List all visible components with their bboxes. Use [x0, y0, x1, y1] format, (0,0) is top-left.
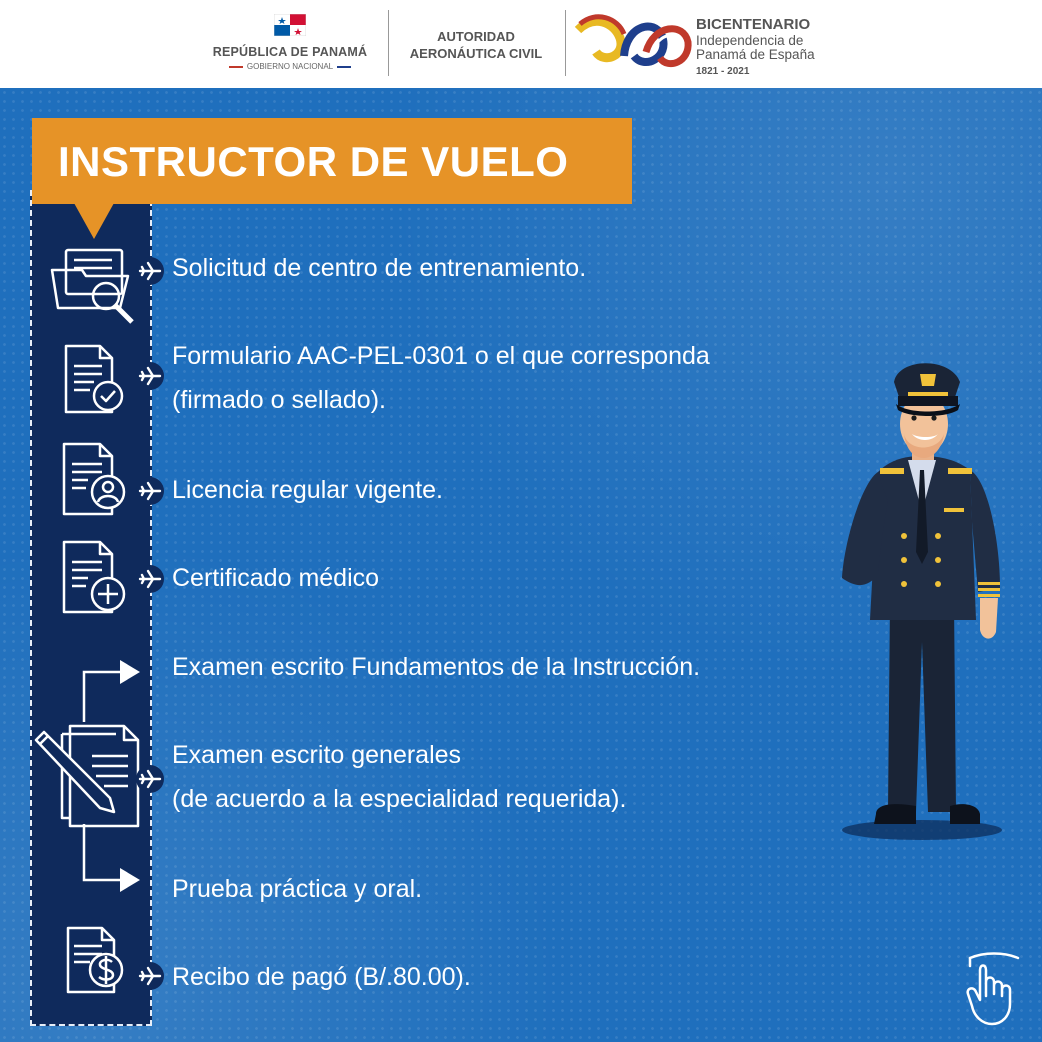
folder-search-icon	[48, 242, 140, 330]
page-title: INSTRUCTOR DE VUELO	[58, 138, 569, 185]
requirement-item: Solicitud de centro de entrenamiento.	[172, 254, 587, 282]
header-divider	[565, 10, 566, 76]
branch-arrows	[78, 650, 142, 900]
requirement-item: Formulario AAC-PEL-0301 o el que corresponda (firmado o sellado).	[172, 342, 710, 414]
swipe-hand-icon	[964, 948, 1020, 1028]
bicentenario-logo	[574, 12, 844, 82]
requirement-item: Licencia regular vigente.	[172, 476, 443, 504]
requirement-item: Prueba práctica y oral.	[172, 875, 423, 903]
header-bar	[0, 0, 1042, 89]
plane-icon	[136, 765, 164, 793]
requirement-item: Recibo de pagó (B/.80.00).	[172, 963, 471, 991]
requirement-item: Examen escrito Fundamentos de la Instrucción.	[172, 653, 701, 681]
requirement-item: Certificado médico	[172, 564, 380, 592]
bicentenario-subtitle: Independencia de Panamá de España	[696, 33, 815, 62]
requirement-item: Examen escrito generales (de acuerdo a la especialidad requerida).	[172, 741, 627, 813]
header-divider	[388, 10, 389, 76]
document-dollar-icon	[62, 924, 132, 996]
plane-icon	[136, 962, 164, 990]
panama-flag-icon	[274, 14, 306, 36]
autoridad-label	[392, 28, 560, 62]
republica-label: REPÚBLICA DE PANAMÁ	[212, 45, 368, 59]
bicentenario-ribbon-icon	[574, 12, 694, 78]
autoridad-line2: AERONÁUTICA CIVIL	[409, 46, 543, 61]
plane-icon	[136, 565, 164, 593]
title-banner-tail	[74, 203, 114, 239]
bicentenario-years: 1821 - 2021	[696, 66, 750, 77]
pilot-illustration	[838, 352, 1008, 844]
document-plus-icon	[58, 538, 132, 616]
gobierno-label: GOBIERNO NACIONAL	[246, 62, 334, 71]
republica-logo	[205, 14, 375, 71]
plane-icon	[136, 362, 164, 390]
autoridad-line1: AUTORIDAD	[437, 29, 515, 44]
document-user-icon	[58, 440, 132, 518]
bicentenario-title: BICENTENARIO	[696, 16, 811, 33]
plane-icon	[136, 257, 164, 285]
plane-icon	[136, 477, 164, 505]
document-check-icon	[60, 342, 130, 416]
